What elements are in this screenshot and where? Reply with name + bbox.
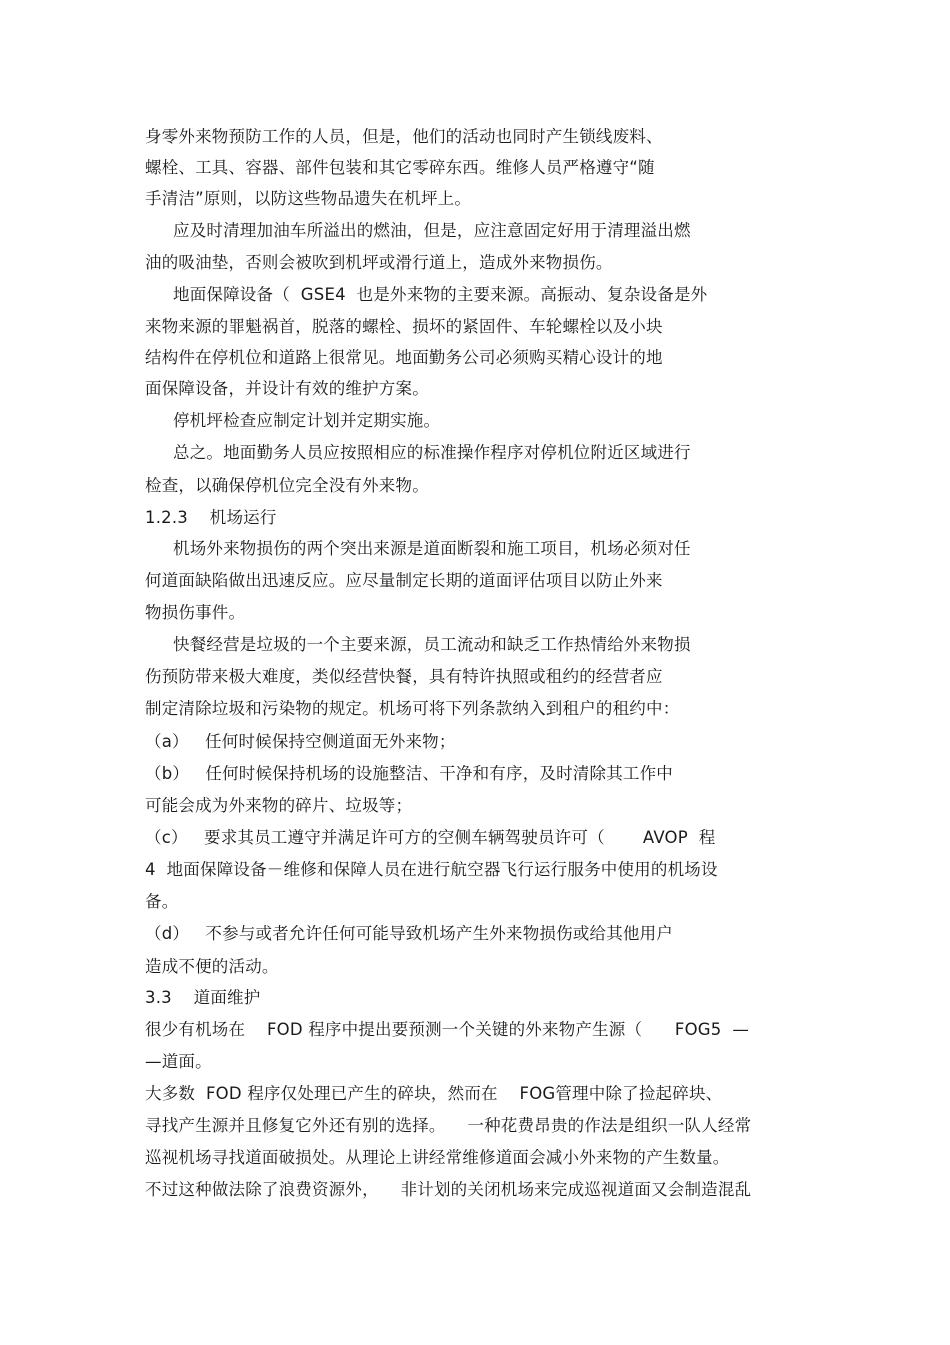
- text-line: 总之。地面勤务人员应按照相应的标准操作程序对停机位附近区域进行: [173, 443, 691, 462]
- footnote: 备。: [145, 892, 179, 911]
- text-line: 物损伤事件。: [145, 603, 246, 622]
- text-line: 停机坪检查应制定计划并定期实施。: [173, 411, 441, 430]
- text-line: 来物来源的罪魁祸首，脱落的螺栓、损坏的紧固件、车轮螺栓以及小块: [145, 317, 663, 336]
- text-line: 结构件在停机位和道路上很常见。地面勤务公司必须购买精心设计的地: [145, 348, 663, 367]
- text-line: 机场外来物损伤的两个突出来源是道面断裂和施工项目，机场必须对任: [173, 539, 691, 558]
- text-line: 应及时清理加油车所溢出的燃油，但是，应注意固定好用于清理溢出燃: [173, 221, 691, 240]
- text-line: 快餐经营是垃圾的一个主要来源，员工流动和缺乏工作热情给外来物损: [173, 635, 691, 654]
- list-item: （b） 任何时候保持机场的设施整洁、干净和有序，及时清除其工作中: [145, 764, 674, 783]
- text-line: —道面。: [145, 1052, 212, 1071]
- text-line: 手清洁”原则，以防这些物品遗失在机坪上。: [145, 189, 472, 208]
- list-item: （d） 不参与或者允许任何可能导致机场产生外来物损伤或给其他用户: [145, 924, 674, 943]
- section-heading: 3.3 道面维护: [145, 988, 261, 1007]
- footnote: 4 地面保障设备－维修和保障人员在进行航空器飞行运行服务中使用的机场设: [145, 860, 718, 879]
- text-line: 制定清除垃圾和污染物的规定。机场可将下列条款纳入到租户的租约中：: [145, 699, 680, 718]
- text-line: 造成不便的活动。: [145, 957, 279, 976]
- text-line: 很少有机场在 FOD 程序中提出要预测一个关键的外来物产生源（ FOG5 —: [145, 1020, 750, 1039]
- text-line: 检查，以确保停机位完全没有外来物。: [145, 476, 429, 495]
- list-item: （a） 任何时候保持空侧道面无外来物；: [145, 732, 456, 751]
- section-heading: 1.2.3 机场运行: [145, 508, 277, 527]
- text-line: 伤预防带来极大难度，类似经营快餐，具有特许执照或租约的经营者应: [145, 667, 663, 686]
- text-line: 大多数 FOD 程序仅处理已产生的碎块，然而在 FOG管理中除了捡起碎块、: [145, 1084, 723, 1103]
- text-line: 巡视机场寻找道面破损处。从理论上讲经常维修道面会减小外来物的产生数量。: [145, 1148, 730, 1167]
- text-line: 地面保障设备（ GSE4 也是外来物的主要来源。高振动、复杂设备是外: [173, 285, 708, 304]
- text-line: 油的吸油垫，否则会被吹到机坪或滑行道上，造成外来物损伤。: [145, 253, 613, 272]
- text-line: 不过这种做法除了浪费资源外， 非计划的关闭机场来完成巡视道面又会制造混乱: [145, 1180, 752, 1199]
- text-line: 可能会成为外来物的碎片、垃圾等；: [145, 796, 413, 815]
- text-line: 螺栓、工具、容器、部件包装和其它零碎东西。维修人员严格遵守“随: [145, 158, 655, 177]
- text-line: 寻找产生源并且修复它外还有别的选择。 一种花费昂贵的作法是组织一队人经常: [145, 1116, 752, 1135]
- text-line: 何道面缺陷做出迅速反应。应尽量制定长期的道面评估项目以防止外来: [145, 571, 663, 590]
- text-line: 身零外来物预防工作的人员，但是，他们的活动也同时产生锁线废料、: [145, 127, 663, 146]
- text-line: 面保障设备，并设计有效的维护方案。: [145, 379, 429, 398]
- list-item: （c） 要求其员工遵守并满足许可方的空侧车辆驾驶员许可（ AVOP 程: [145, 828, 716, 847]
